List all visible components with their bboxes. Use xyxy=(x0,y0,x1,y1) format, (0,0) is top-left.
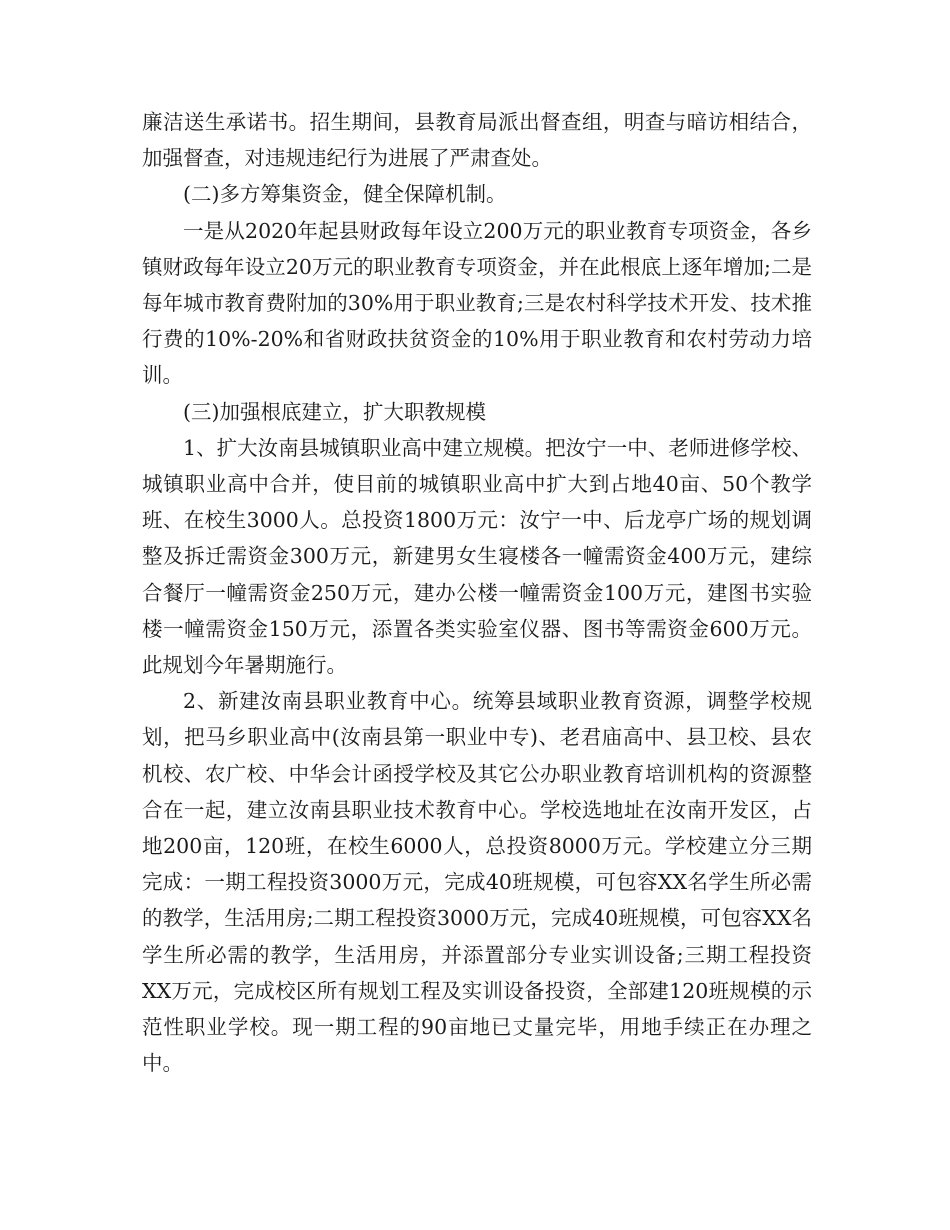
section-heading-3: (三)加强根底建立，扩大职教规模 xyxy=(183,399,486,424)
paragraph-1: 廉洁送生承诺书。招生期间，县教育局派出督查组，明查与暗访相结合，加强督查，对违规违纪行为进展了严肃查处。 xyxy=(142,110,812,171)
paragraph-funding: 一是从2020年起县财政每年设立200万元的职业教育专项资金，各乡镇财政每年设立20万元的职业教育专项资金，并在此根底上逐年增加;二是每年城市教育费附加的30%用于职业教育;三是农村科学技术开发、技术推行费的10%-20%和省财政扶贫资金的10%用于职业教育和农村劳动力培训。 xyxy=(142,218,812,388)
document-page xyxy=(142,104,812,1081)
paragraph-item-2: 2、新建汝南县职业教育中心。统筹县域职业教育资源，调整学校规划，把马乡职业高中(汝南县第一职业中专)、老君庙高中、县卫校、县农机校、农广校、中华会计函授学校及其它公办职业教育培训机构的资源整合在一起，建立汝南县职业技术教育中心。学校选地址在汝南开发区，占地200亩，120班，在校生6000人，总投资8000万元。学校建立分三期完成：一期工程投资3000万元，完成40班规模，可包容XX名学生所必需的教学，生活用房;二期工程投资3000万元，完成40班规模，可包容XX名学生所必需的教学，生活用房，并添置部分专业实训设备;三期工程投资XX万元，完成校区所有规划工程及实训设备投资，全部建120班规模的示范性职业学校。现一期工程的90亩地已丈量完毕，用地手续正在办理之中。 xyxy=(142,689,812,1076)
section-heading-2: (二)多方筹集资金，健全保障机制。 xyxy=(183,182,507,207)
paragraph-item-1: 1、扩大汝南县城镇职业高中建立规模。把汝宁一中、老师进修学校、城镇职业高中合并，使目前的城镇职业高中扩大到占地40亩、50个教学班、在校生3000人。总投资1800万元：汝宁一中、后龙亭广场的规划调整及拆迁需资金300万元，新建男女生寝楼各一幢需资金400万元，建综合餐厅一幢需资金250万元，建办公楼一幢需资金100万元，建图书实验楼一幢需资金150万元，添置各类实验室仪器、图书等需资金600万元。此规划今年暑期施行。 xyxy=(142,435,812,678)
